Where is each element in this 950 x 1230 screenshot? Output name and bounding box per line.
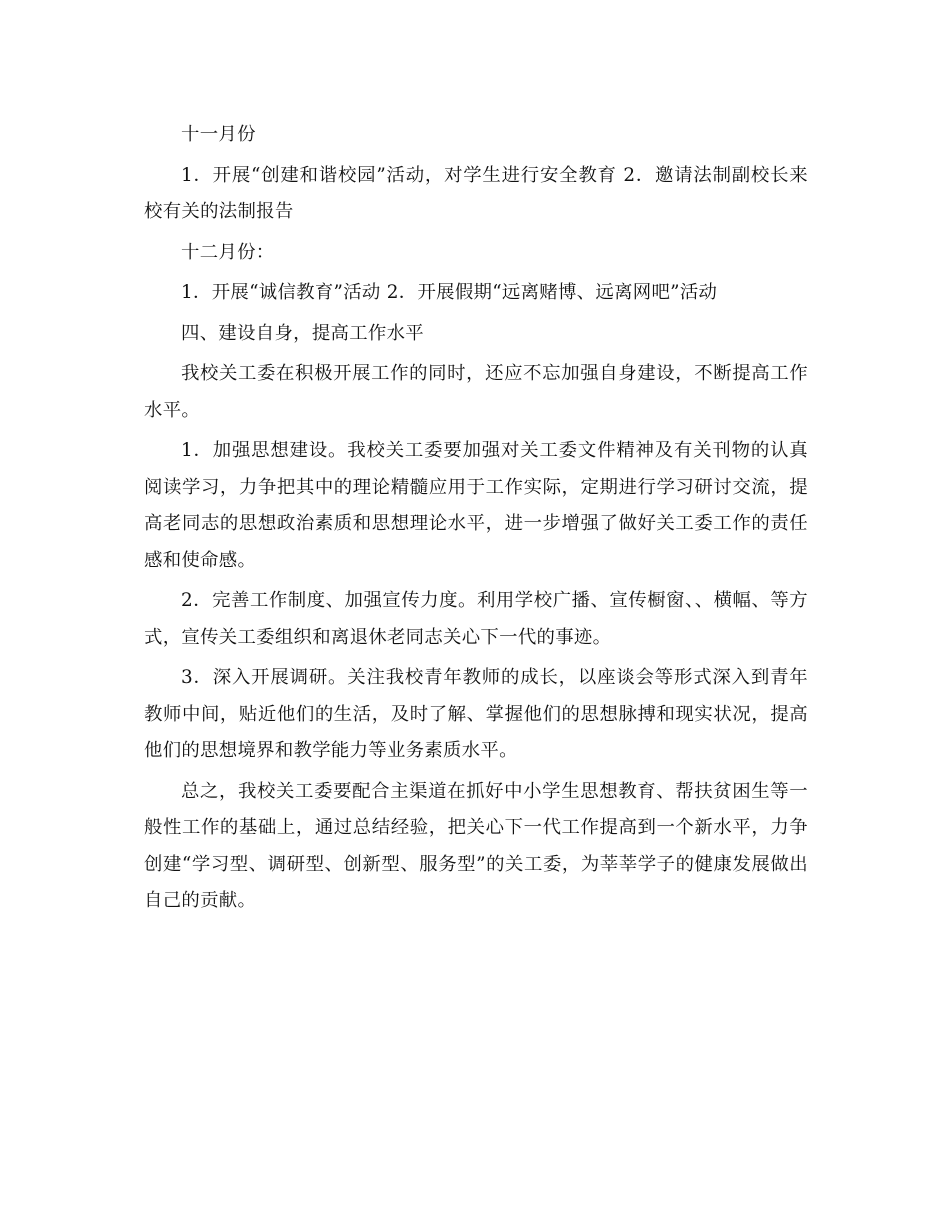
november-activities: 1．开展“创建和谐校园”活动，对学生进行安全教育 2．邀请法制副校长来校有关的法制报告	[144, 164, 808, 222]
heading-november: 十一月份	[181, 124, 256, 145]
self-building-intro: 我校关工委在积极开展工作的同时，还应不忘加强自身建设，不断提高工作水平。	[144, 363, 808, 421]
item-2-publicity: 2．完善工作制度、加强宣传力度。利用学校广播、宣传橱窗、、横幅、等方式，宣传关工委组织和离退休老同志关心下一代的事迹。	[144, 590, 808, 648]
item-1-ideology: 1．加强思想建设。我校关工委要加强对关工委文件精神及有关刊物的认真阅读学习，力争把其中的理论精髓应用于工作实际，定期进行学习研讨交流，提高老同志的思想政治素质和思想理论水平，进一步增强了做好关工委工作的责任感和使命感。	[144, 440, 808, 571]
conclusion-paragraph: 总之，我校关工委要配合主渠道在抓好中小学生思想教育、帮扶贫困生等一般性工作的基础上，通过总结经验，把关心下一代工作提高到一个新水平，力争创建“学习型、调研型、创新型、服务型”的关工委，为莘莘学子的健康发展做出自己的贡献。	[144, 780, 808, 911]
december-activities: 1．开展“诚信教育”活动 2．开展假期“远离赌博、远离网吧”活动	[181, 282, 718, 303]
item-3-research: 3．深入开展调研。关注我校青年教师的成长，以座谈会等形式深入到青年教师中间，贴近他们的生活，及时了解、掌握他们的思想脉搏和现实状况，提高他们的思想境界和教学能力等业务素质水平。	[144, 667, 808, 761]
heading-december: 十二月份：	[181, 241, 275, 263]
document-body	[144, 117, 808, 924]
section-heading-self-building: 四、建设自身，提高工作水平	[181, 322, 424, 344]
